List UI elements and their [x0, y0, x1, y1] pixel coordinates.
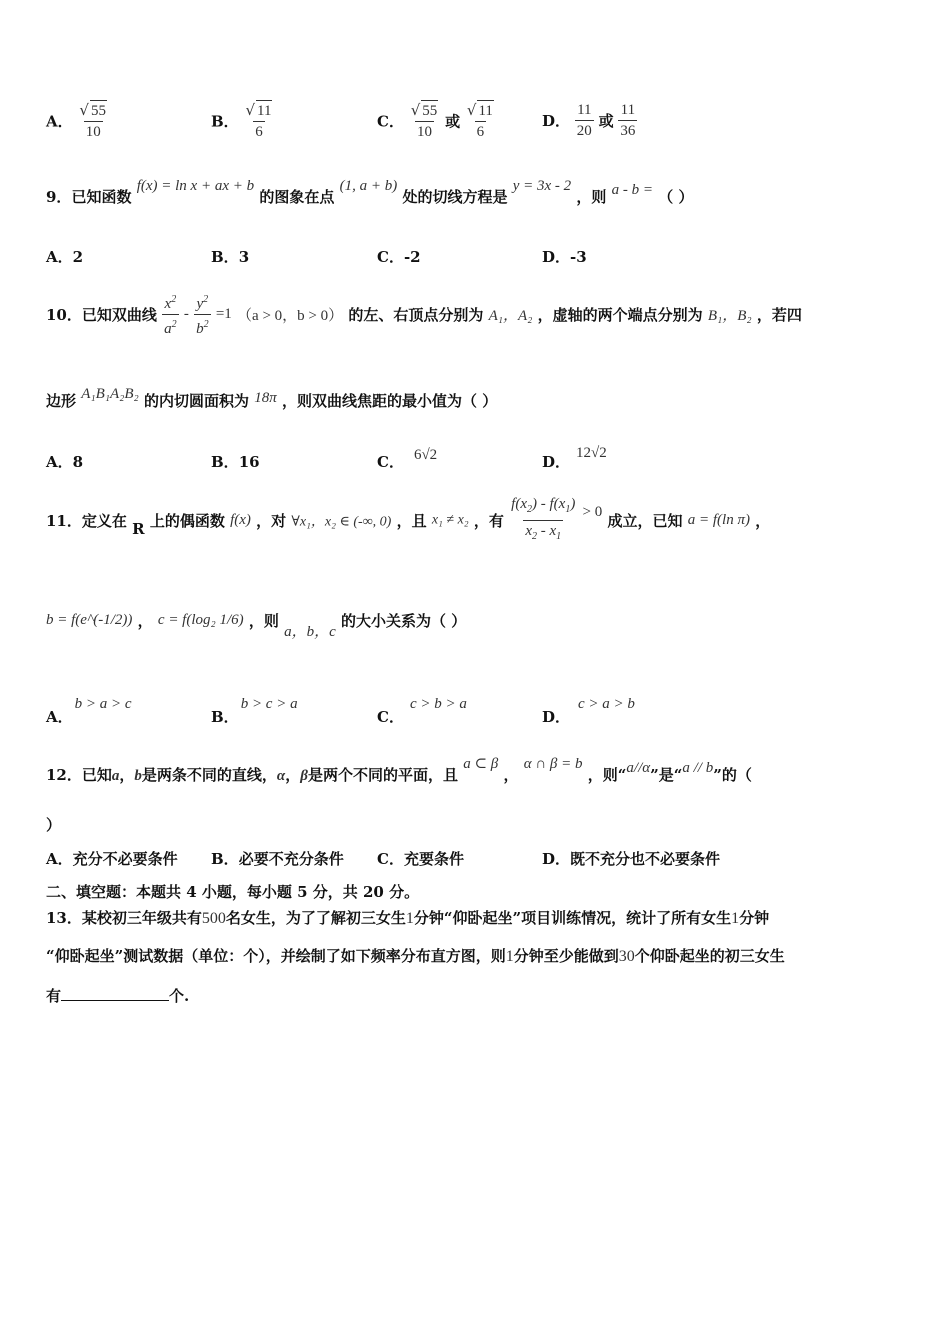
- q8-option-b[interactable]: [211, 100, 274, 142]
- question-text: ，有: [473, 512, 504, 530]
- forall-condition: ∀x₁，x₂ ∈ (-∞, 0): [291, 514, 392, 530]
- or-text: 或: [445, 112, 461, 131]
- option-label: B．: [211, 112, 239, 131]
- option-label: A．: [46, 112, 73, 131]
- question-text: 的内切圆面积为: [144, 392, 250, 410]
- b-definition: b = f(e^(-1/2)): [46, 612, 133, 628]
- question-text: ，对: [256, 512, 287, 530]
- c-definition: c = f(log₂ 1/6): [157, 612, 244, 628]
- question-text: 处的切线方程是: [402, 188, 508, 206]
- question-text: ”是“: [650, 766, 683, 784]
- question-12-close: ）: [46, 816, 62, 834]
- question-number: 13．: [46, 909, 82, 927]
- function: f(x): [230, 512, 251, 528]
- question-number: 12．: [46, 766, 82, 784]
- question-text: ，且: [396, 512, 427, 530]
- hyperbola-term-y: $\frac{y^2}{b^2}$: [196, 294, 209, 337]
- question-11-line2: b = f(e^(-1/2)) ， c = f(log₂ 1/6) ，则 a，b，c 的大小关系为（ ）: [46, 612, 467, 640]
- tangent-point: (1, a + b): [339, 178, 398, 194]
- q8-option-c[interactable]: [377, 100, 496, 142]
- or-text: 或: [598, 112, 614, 130]
- neq-condition: x₁ ≠ x₂: [431, 512, 469, 528]
- question-text: ，: [755, 512, 771, 530]
- statement-p: a//α: [626, 760, 651, 776]
- question-text: ，则双曲线焦距的最小值为（ ）: [282, 392, 498, 410]
- question-text: 是两个不同的平面，且: [307, 766, 458, 784]
- line-b: b: [134, 768, 142, 784]
- answer-paren: （ ）: [658, 188, 694, 206]
- option-label: D．: [542, 112, 571, 130]
- q10-option-c[interactable]: C． 6√2: [377, 447, 438, 471]
- question-13-line2: “仰卧起坐”测试数据（单位：个），并绘制了如下频率分布直方图，则1分钟至少能做到30个仰卧起坐的初三女生: [46, 947, 785, 965]
- question-text: ，则: [248, 612, 279, 630]
- question-text: ，则: [576, 188, 607, 206]
- q8-option-a[interactable]: [46, 100, 109, 142]
- q12-option-a[interactable]: A．充分不必要条件: [46, 850, 178, 868]
- question-text: 成立，已知: [607, 512, 683, 530]
- question-10-line2: [46, 386, 498, 411]
- question-text: 的图象在点: [259, 188, 335, 206]
- condition: （a > 0，b > 0）: [237, 308, 344, 324]
- q9-option-d[interactable]: D．-3: [542, 248, 587, 266]
- q11-option-a[interactable]: A．b > a > c: [46, 696, 132, 726]
- difference-quotient: $\frac{f(x_2) - f(x_1)}{x_2 - x_1}$: [509, 494, 577, 547]
- question-9: [46, 178, 694, 207]
- question-text: ，则“: [587, 766, 627, 784]
- question-text: 已知: [81, 766, 112, 784]
- section-title: 二、填空题：本题共 4 小题，每小题 5 分，共 20 分。: [46, 883, 420, 901]
- variables: a，b，c: [284, 624, 336, 640]
- plane-alpha: α: [276, 768, 286, 784]
- question-13: 13．某校初三年级共有500名女生，为了了解初三女生1分钟“仰卧起坐”项目训练情况，统计了所有女生1分钟: [46, 909, 770, 927]
- question-12: 12．已知a，b是两条不同的直线，α，β是两个不同的平面，且 a ⊂ β ， α ∩ β = b ，则“a//α”是“a // b”的（: [46, 756, 752, 784]
- fraction: $\frac{√ 11}{6}$: [466, 101, 493, 140]
- option-label: C．: [377, 112, 404, 131]
- q12-option-b[interactable]: B．必要不充分条件: [211, 850, 344, 868]
- question-number: 11．: [46, 512, 82, 530]
- question-text: 已知函数: [71, 188, 132, 206]
- q12-option-c[interactable]: C．充要条件: [377, 850, 464, 868]
- inequality: > 0: [582, 504, 603, 520]
- q9-option-b[interactable]: B．3: [211, 248, 250, 266]
- a-definition: a = f(ln π): [687, 512, 750, 528]
- circle-area: 18π: [254, 390, 277, 406]
- q12-option-d[interactable]: D．既不充分也不必要条件: [542, 850, 721, 868]
- q10-option-a[interactable]: A．8: [46, 453, 84, 471]
- statement-q: a // b: [682, 760, 714, 776]
- q11-option-c[interactable]: C．c > b > a: [377, 696, 467, 726]
- fraction: $\frac{11}{20}$: [576, 102, 592, 139]
- q9-option-a[interactable]: A．2: [46, 248, 84, 266]
- question-10: 10．已知双曲线 $\frac{x^2}{a^2}$ - $\frac{y^2}{b^2}$ =1 （a > 0，b > 0） 的左、右顶点分别为 A₁，A₂ ，虚轴的两个端点分别为 B₁，B₂ ，若四: [46, 290, 802, 339]
- equation-rhs: =1: [215, 306, 232, 322]
- question-text: 定义在: [81, 512, 127, 530]
- fraction: $\frac{√ 55}{10}$: [79, 101, 106, 140]
- question-text: ，若四: [756, 306, 802, 324]
- q9-option-c[interactable]: C．-2: [377, 248, 421, 266]
- tangent-line: y = 3x - 2: [512, 178, 572, 194]
- question-number: 10．: [46, 306, 82, 324]
- fraction: $\frac{√ 11}{6}$: [245, 101, 272, 140]
- q10-option-b[interactable]: B．16: [211, 453, 260, 471]
- question-text: 是两条不同的直线，: [141, 766, 277, 784]
- vertices: A₁，A₂: [488, 308, 533, 324]
- question-text: 的大小关系为（ ）: [341, 612, 467, 630]
- question-text: ”的（: [713, 766, 752, 784]
- answer-blank[interactable]: [61, 986, 169, 1001]
- fraction: $\frac{11}{36}$: [620, 102, 636, 139]
- function-expression: f(x) = ln x + ax + b: [136, 178, 255, 194]
- line-a: a: [111, 768, 120, 784]
- question-11: [46, 494, 770, 547]
- q11-option-b[interactable]: B．b > c > a: [211, 696, 298, 726]
- question-text: 边形: [46, 392, 77, 410]
- quadrilateral: A₁B₁A₂B₂: [81, 386, 139, 402]
- question-13-line3: 有 个.: [46, 987, 190, 1005]
- hyperbola-term-x: $\frac{x^2}{a^2}$: [164, 294, 177, 337]
- condition-2: α ∩ β = b: [523, 756, 583, 772]
- condition-1: a ⊂ β: [463, 756, 499, 772]
- axis-endpoints: B₁，B₂: [707, 308, 752, 324]
- question-text: ，虚轴的两个端点分别为: [537, 306, 703, 324]
- question-text: 已知双曲线: [81, 306, 157, 324]
- plane-beta: β: [300, 768, 308, 784]
- question-text: 的左、右顶点分别为: [348, 306, 484, 324]
- q10-option-d[interactable]: D． 12√2: [542, 445, 607, 471]
- question-text: 上的偶函数: [149, 512, 225, 530]
- question-number: 9．: [46, 188, 72, 206]
- q11-option-d[interactable]: D．c > a > b: [542, 696, 635, 726]
- ask-expression: a - b =: [611, 182, 653, 198]
- fraction: $\frac{√ 55}{10}$: [410, 101, 438, 140]
- q8-option-d[interactable]: [542, 100, 637, 141]
- real-set: R: [132, 519, 145, 538]
